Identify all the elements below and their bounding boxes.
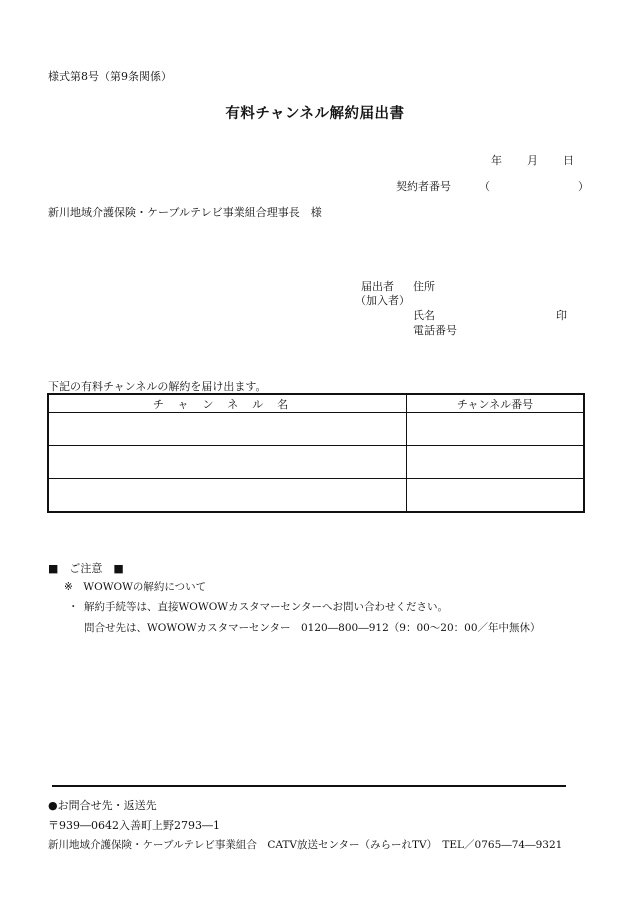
phone-label: 電話番号 <box>413 324 457 337</box>
seal-mark: 印 <box>556 309 567 322</box>
channel-name-cell[interactable] <box>48 446 407 479</box>
intro-text: 下記の有料チャンネルの解約を届け出ます。 <box>48 380 267 393</box>
column-header-channel-name: チャンネル名 <box>48 394 407 413</box>
column-header-channel-number: チャンネル番号 <box>407 394 585 413</box>
channel-number-cell[interactable] <box>407 479 585 513</box>
date-month-label: 月 <box>527 154 538 167</box>
table-row <box>48 446 584 479</box>
contract-number-label: 契約者番号 <box>396 180 451 193</box>
notice-bullet-text: 解約手続等は、直接WOWOWカスタマーセンターへお問い合わせください。 <box>84 601 448 613</box>
contract-number-paren-open: （ <box>479 180 490 193</box>
channel-number-cell[interactable] <box>407 446 585 479</box>
channel-name-cell[interactable] <box>48 413 407 446</box>
contact-heading: ●お問合せ先・返送先 <box>48 799 157 812</box>
filer-label: 届出者 <box>361 280 394 293</box>
address-label: 住所 <box>413 280 435 293</box>
channel-name-cell[interactable] <box>48 479 407 513</box>
form-number: 様式第8号（第9条関係） <box>48 70 172 83</box>
table-header-row <box>48 394 584 413</box>
name-label: 氏名 <box>413 309 435 322</box>
divider-line <box>52 785 566 787</box>
channel-number-cell[interactable] <box>407 413 585 446</box>
channel-table <box>47 393 585 513</box>
addressee: 新川地域介護保険・ケーブルテレビ事業組合理事長 様 <box>48 206 322 219</box>
table-row <box>48 479 584 513</box>
date-year-label: 年 <box>491 154 502 167</box>
notice-subheading: ※ WOWOWの解約について <box>64 581 207 593</box>
notice-inquiry: 問合せ先は、WOWOWカスタマーセンター 0120―800―912（9：00～20：00／年中無休） <box>84 622 541 634</box>
contact-postal-address: 〒939―0642入善町上野2793―1 <box>48 819 220 832</box>
contact-organization-line: 新川地域介護保険・ケーブルテレビ事業組合 CATV放送センター（みらーれTV） TEL／0765―74―9321 <box>48 839 563 851</box>
filer-subscriber-label: （加入者） <box>355 294 410 307</box>
table-row <box>48 413 584 446</box>
document-title: 有料チャンネル解約届出書 <box>225 105 405 122</box>
contract-number-paren-close: ） <box>578 180 589 193</box>
notice-heading: ■ ご注意 ■ <box>48 562 124 575</box>
date-day-label: 日 <box>563 154 574 167</box>
notice-bullet: ・ <box>68 601 79 613</box>
